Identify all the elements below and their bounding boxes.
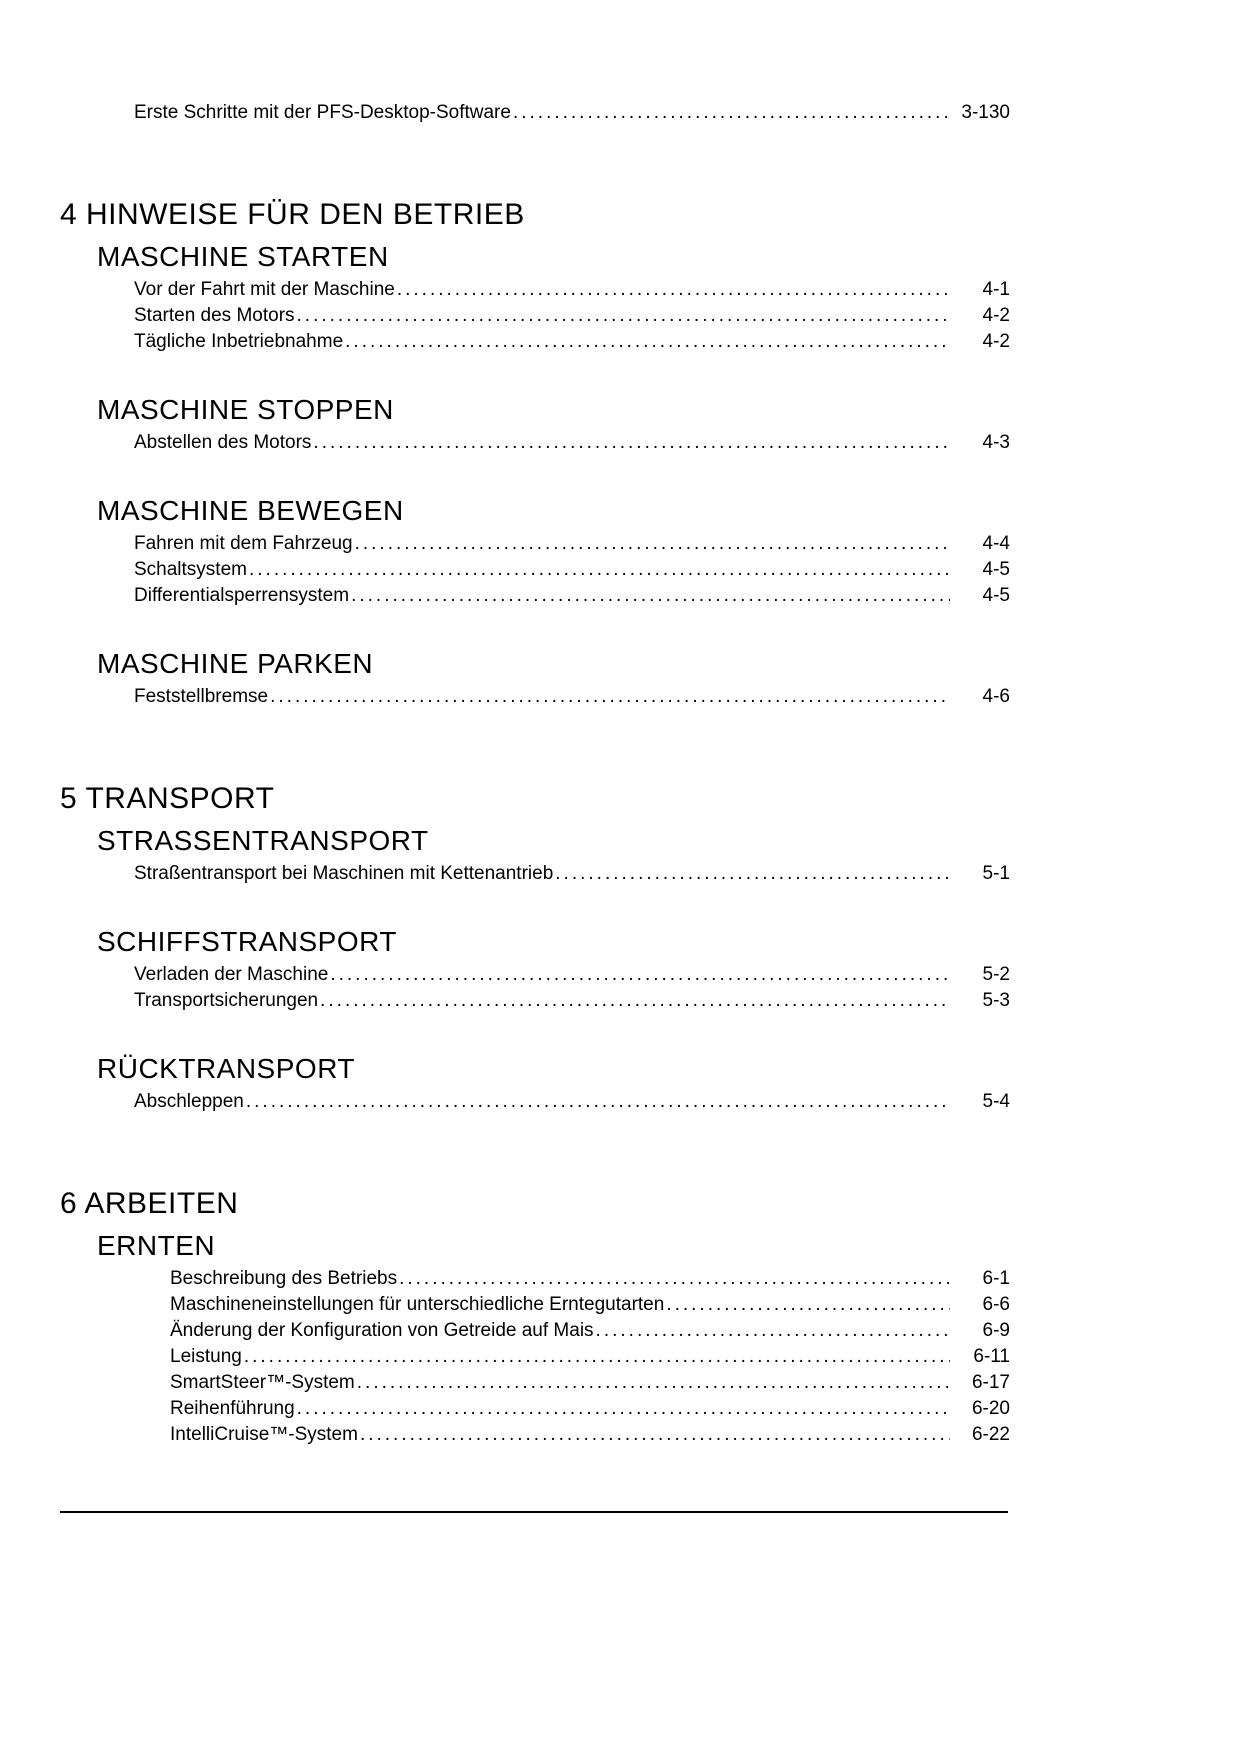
- toc-entry-page: 6-11: [973, 1346, 1010, 1367]
- toc-entry: [134, 684, 1010, 710]
- dot-leader: [345, 329, 950, 355]
- toc-entry-label: Abschleppen: [134, 1091, 244, 1112]
- section-title: MASCHINE BEWEGEN: [97, 495, 404, 526]
- toc-entry-label: Vor der Fahrt mit der Maschine: [134, 279, 395, 300]
- dot-leader: [246, 1089, 950, 1115]
- toc-chapter: [60, 1185, 1010, 1448]
- dot-leader: [320, 988, 950, 1014]
- toc-entry-label: Abstellen des Motors: [134, 432, 312, 453]
- section-title: SCHIFFSTRANSPORT: [97, 926, 397, 957]
- toc-section: [97, 925, 1010, 1014]
- dot-leader: [249, 557, 950, 583]
- toc-entry: [170, 1266, 1010, 1292]
- toc-entry-page: 5-2: [982, 964, 1010, 985]
- section-title: ERNTEN: [97, 1230, 216, 1261]
- chapter-title: 4 HINWEISE FÜR DEN BETRIEB: [60, 198, 525, 231]
- toc-entry: [134, 531, 1010, 557]
- dot-leader: [244, 1344, 950, 1370]
- toc-entry-page: 4-2: [982, 331, 1010, 352]
- dot-leader: [596, 1318, 950, 1344]
- toc-entry-label: Differentialsperrensystem: [134, 585, 350, 606]
- chapter-title: 6 ARBEITEN: [60, 1187, 239, 1220]
- toc-entry-page: 4-3: [982, 432, 1010, 453]
- dot-leader: [330, 962, 950, 988]
- toc-entry: [170, 1292, 1010, 1318]
- dot-leader: [351, 583, 950, 609]
- toc-entry-page: 6-9: [982, 1320, 1010, 1341]
- section-title: RÜCKTRANSPORT: [97, 1053, 356, 1084]
- toc-entry: [134, 100, 1010, 126]
- bottom-divider: [60, 1511, 1008, 1513]
- toc-entry: [170, 1396, 1010, 1422]
- toc-entry-label: Beschreibung des Betriebs: [170, 1268, 398, 1289]
- toc-entry: [170, 1422, 1010, 1448]
- toc-entry-label: Feststellbremse: [134, 686, 269, 707]
- dot-leader: [357, 1370, 950, 1396]
- toc-entry-label: Schaltsystem: [134, 559, 247, 580]
- toc-entry-page: 4-1: [982, 279, 1010, 300]
- toc-entry-page: 3-130: [961, 102, 1010, 123]
- toc-entry-label: IntelliCruise™-System: [170, 1424, 358, 1445]
- toc-entry-page: 6-1: [982, 1268, 1010, 1289]
- dot-leader: [297, 1396, 950, 1422]
- toc-entry: [134, 1089, 1010, 1115]
- toc-entry: [134, 861, 1010, 887]
- section-title: MASCHINE PARKEN: [97, 648, 374, 679]
- toc-entry-label: Tägliche Inbetriebnahme: [134, 331, 344, 352]
- toc-entry-page: 6-6: [982, 1294, 1010, 1315]
- toc-entry-label: Maschineneinstellungen für unterschiedliche Erntegutarten: [170, 1294, 665, 1315]
- toc-entry-label: Straßentransport bei Maschinen mit Kettenantrieb: [134, 863, 554, 884]
- toc-entry-label: Reihenführung: [170, 1398, 295, 1419]
- dot-leader: [666, 1292, 950, 1318]
- section-title: STRASSENTRANSPORT: [97, 825, 429, 856]
- dot-leader: [313, 430, 950, 456]
- dot-leader: [513, 100, 950, 126]
- toc-section: [97, 1229, 1010, 1448]
- toc-section: [97, 494, 1010, 609]
- toc-entry-label: Transportsicherungen: [134, 990, 319, 1011]
- dot-leader: [355, 531, 950, 557]
- toc-section: [97, 824, 1010, 887]
- toc-entry-page: 6-22: [971, 1424, 1010, 1445]
- chapter-title: 5 TRANSPORT: [60, 782, 275, 815]
- toc-entry-page: 4-2: [982, 305, 1010, 326]
- toc-entry-label: Leistung: [170, 1346, 242, 1367]
- toc-entry-label: Änderung der Konfiguration von Getreide auf Mais: [170, 1320, 594, 1341]
- dot-leader: [399, 1266, 950, 1292]
- section-title: MASCHINE STOPPEN: [97, 394, 394, 425]
- toc-entry-page: 6-17: [971, 1372, 1010, 1393]
- toc-entry: [170, 1344, 1010, 1370]
- toc-entry-page: 4-6: [982, 686, 1010, 707]
- toc-entry: [134, 303, 1010, 329]
- toc-entry-label: Fahren mit dem Fahrzeug: [134, 533, 353, 554]
- toc-entry-label: SmartSteer™-System: [170, 1372, 355, 1393]
- dot-leader: [555, 861, 950, 887]
- toc-entry-page: 4-5: [982, 585, 1010, 606]
- toc-entry-page: 6-20: [971, 1398, 1010, 1419]
- toc-chapters: [60, 196, 1010, 1448]
- dot-leader: [297, 303, 950, 329]
- toc-leading-entries: [60, 100, 1010, 126]
- toc-chapter: [60, 780, 1010, 1115]
- dot-leader: [270, 684, 950, 710]
- section-title: MASCHINE STARTEN: [97, 241, 389, 272]
- toc-entry-page: 4-4: [982, 533, 1010, 554]
- toc-section: [97, 647, 1010, 710]
- toc-entry: [170, 1370, 1010, 1396]
- toc-entry: [170, 1318, 1010, 1344]
- toc-entry-page: 5-3: [982, 990, 1010, 1011]
- toc-entry-page: 5-4: [982, 1091, 1010, 1112]
- toc-chapter: [60, 196, 1010, 710]
- dot-leader: [360, 1422, 950, 1448]
- toc-entry-page: 4-5: [982, 559, 1010, 580]
- toc-section: [97, 393, 1010, 456]
- dot-leader: [397, 277, 950, 303]
- toc-entry-label: Verladen der Maschine: [134, 964, 329, 985]
- toc-entry: [134, 430, 1010, 456]
- toc-section: [97, 1052, 1010, 1115]
- toc-entry: [134, 583, 1010, 609]
- toc-entry: [134, 329, 1010, 355]
- toc-entry: [134, 557, 1010, 583]
- toc-entry-page: 5-1: [982, 863, 1010, 884]
- toc-entry: [134, 962, 1010, 988]
- toc-entry-label: Starten des Motors: [134, 305, 295, 326]
- toc-entry-label: Erste Schritte mit der PFS-Desktop-Software: [134, 102, 511, 123]
- toc-entry: [134, 277, 1010, 303]
- toc-entry: [134, 988, 1010, 1014]
- toc-section: [97, 240, 1010, 355]
